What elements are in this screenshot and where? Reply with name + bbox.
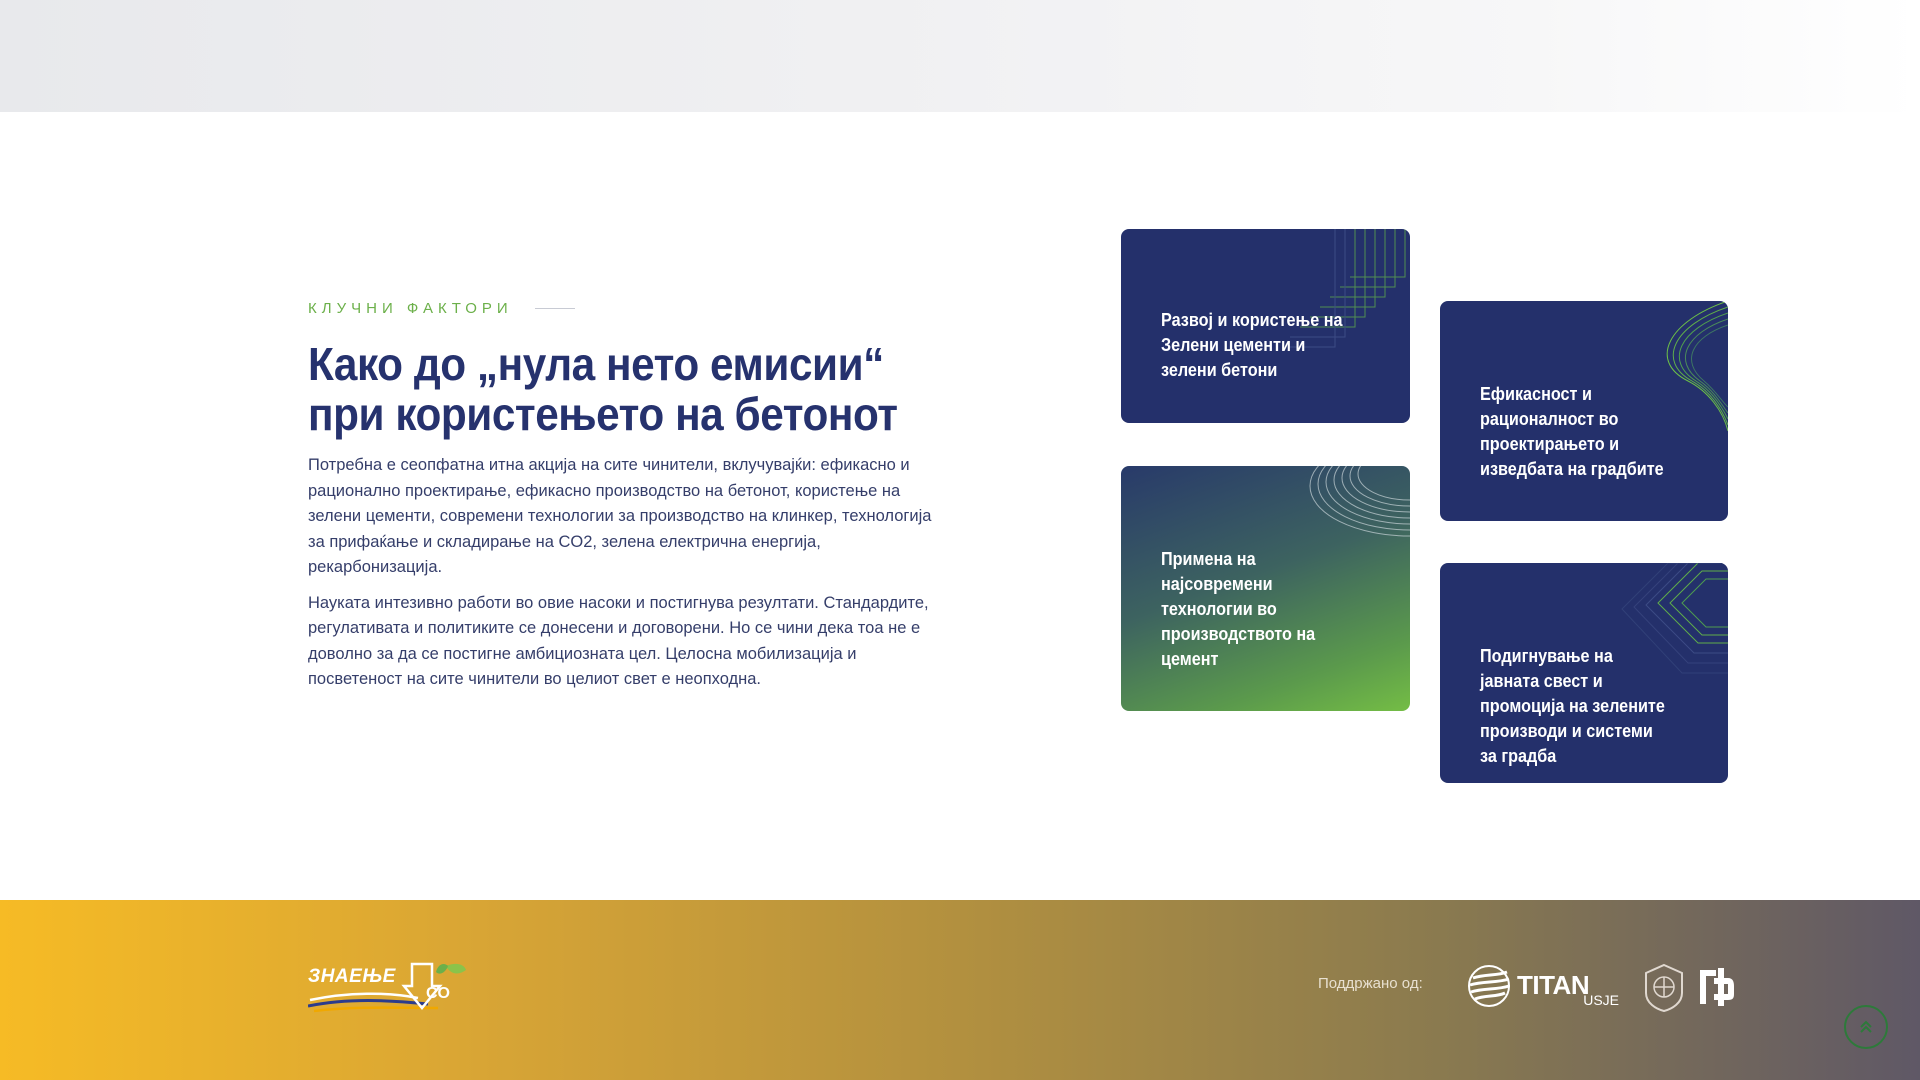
card-title: Ефикасност и рационалност во проектирањето и изведбата на градбите xyxy=(1480,384,1664,479)
section-paragraph-1: Потребна е сеопфатна итна акција на сите чинители, вклучувајќи: ефикасно и рационално проектирање, ефикасно производство на бетонот, користење на зелени цементи, современи технологии за производство на клинкер, технологија за прифаќање и складирање на CO2, зелена електрична енергија, рекарбонизација. xyxy=(308,456,932,576)
factor-card-public-awareness[interactable] xyxy=(1440,563,1728,783)
section-headline: Како до „нула нето емисии“ при користењето на бетонот xyxy=(308,338,898,440)
factor-card-efficient-design[interactable] xyxy=(1440,301,1728,521)
logo-wordmark: ЗНАЕЊЕ xyxy=(308,966,396,987)
card-title: Примена на најсовремени технологии во производството на цемент xyxy=(1161,549,1316,669)
titan-globe-icon xyxy=(1467,964,1511,1008)
factor-card-modern-technology[interactable] xyxy=(1121,466,1410,711)
eyebrow-divider xyxy=(535,308,575,309)
seal-emblem-icon xyxy=(1642,963,1686,1013)
znaenje-co-logo[interactable] xyxy=(308,958,473,1022)
top-banner xyxy=(0,0,1920,112)
gf-faculty-logo[interactable] xyxy=(1696,966,1736,1008)
card-title: Развој и користење на Зелени цементи и зелени бетони xyxy=(1161,310,1343,380)
svg-text:CO: CO xyxy=(426,985,450,1002)
factor-card-green-cements[interactable] xyxy=(1121,229,1410,423)
university-seal-logo[interactable] xyxy=(1642,963,1686,1013)
card-title: Подигнување на јавната свест и промоција на зелените производи и системи за градба xyxy=(1480,646,1665,766)
gf-mark-icon xyxy=(1696,966,1736,1008)
scroll-to-top-button[interactable] xyxy=(1844,1005,1888,1049)
section-eyebrow: КЛУЧНИ ФАКТОРИ xyxy=(308,300,513,317)
double-chevron-up-icon xyxy=(1858,1019,1874,1035)
titan-usje-logo[interactable] xyxy=(1467,960,1619,1012)
titan-subtitle: USJE xyxy=(1583,992,1619,1008)
footer xyxy=(0,900,1920,1080)
eyebrow-row xyxy=(308,300,948,317)
key-factors-section xyxy=(308,300,948,693)
section-paragraph-2: Науката интезивно работи во овие насоки и постигнува резултати. Стандардите, регулативата и политиките се донесени и договорени. Но се чини дека тоа не е доволно за да се постигне амбициозната цел. Целосна мобилизација и посветеност на сите чинители во целиот свет е неопходна. xyxy=(308,593,929,688)
card-circle-pattern-decoration xyxy=(1300,466,1410,556)
titan-wordmark: TITAN xyxy=(1517,970,1590,1000)
supported-by-label: Поддржано од: xyxy=(1318,975,1423,992)
